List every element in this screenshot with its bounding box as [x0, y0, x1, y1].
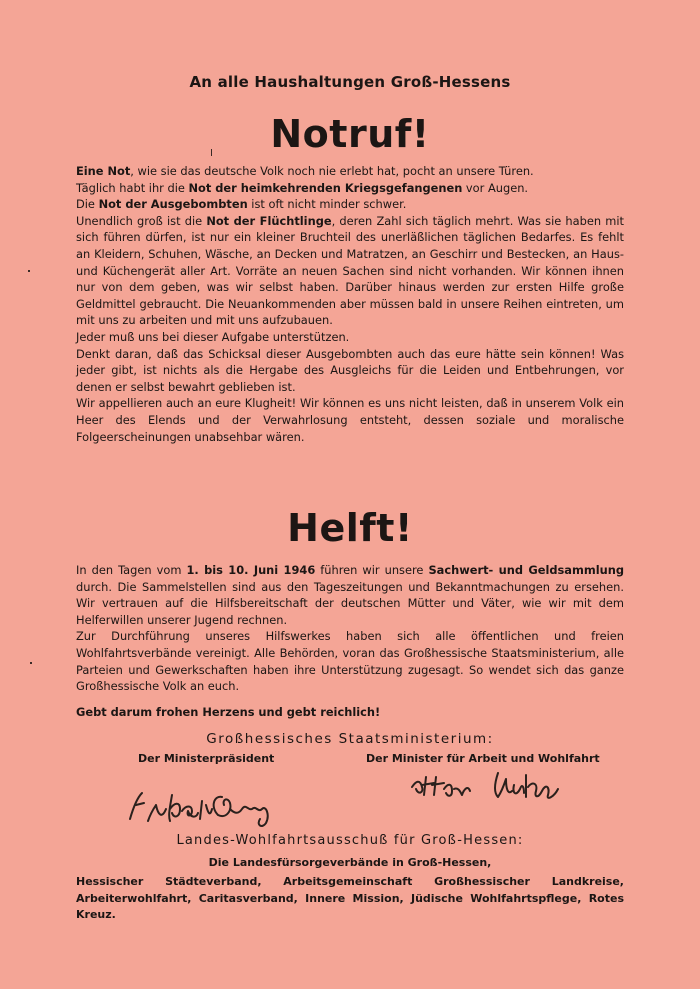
text-bold: Sachwert- und Geldsammlung: [428, 563, 624, 577]
signature-ministerpraesident: [122, 775, 302, 830]
signature-arbeitsminister: [408, 765, 583, 810]
text: , deren Zahl sich täglich mehrt. Was sie haben mit sich führen dürfen, ist nur ein kleiner Bruchteil des unerläßlichen täglichen Bedarfes. Es fehlt an Kleidern, Schuhen, Wäsche, an Decken und Matratzen, an Geschirr und Bestecken, an Haus- und Küchengerät aller Art. Vorräte an neuen Sachen sind nicht vorhanden. Wir können ihnen nur von dem geben, was wir selbst haben. Darüber hinaus werden zur ersten Hilfe große Geldmittel gebraucht. Die Neuankommenden aber müssen bald in unsere Reihen eintreten, um mit uns zu arbeiten und mit uns aufzubauen.: [76, 213, 624, 328]
sentence-not: [76, 163, 624, 180]
text-bold: Not der heimkehrenden Kriegsgefangenen: [188, 180, 463, 195]
title-helft: Helft!: [287, 506, 413, 550]
committee-heading: Landes-Wohlfahrtsausschuß für Groß-Hessen:: [176, 833, 524, 848]
text: vor Augen.: [462, 180, 529, 195]
address-heading: An alle Haushaltungen Groß-Hessens: [189, 73, 511, 91]
title-notruf: Notruf!: [270, 112, 430, 156]
text-bold: Not der Flüchtlinge: [206, 213, 332, 228]
text: Täglich habt ihr die: [76, 180, 189, 195]
print-speck: [28, 270, 30, 272]
collection-text: [76, 562, 624, 695]
ministry-heading: Großhessisches Staatsministerium:: [206, 731, 494, 747]
text: ist oft nicht minder schwer.: [247, 197, 407, 212]
role-ministerpraesident: Der Ministerpräsident: [138, 752, 275, 765]
role-arbeitsminister: Der Minister für Arbeit und Wohlfahrt: [366, 752, 600, 765]
print-speck: [30, 662, 32, 664]
text: In den Tagen vom: [76, 563, 187, 577]
sentence-kriegsgefangene: [76, 180, 624, 197]
sentence-sammlung: [76, 562, 624, 628]
members-line-1: Die Landesfürsorgeverbände in Groß-Hessen,: [208, 856, 492, 869]
text-bold: Eine Not: [76, 164, 131, 178]
appeal-text: [76, 163, 624, 445]
text-bold: Not der Ausgebombten: [98, 197, 248, 212]
sentence-hilfswerk: Zur Durchführung unseres Hilfswerkes haben sich alle öffentlichen und freien Wohlfahrtsverbände vereinigt. Alle Behörden, voran das Großhessische Staatsministerium, alle Parteien und Gewerkschaften haben ihre Unterstützung zugesagt. So wendet sich das ganze Großhessische Volk an euch.: [76, 629, 624, 694]
members-line-2: Hessischer Städteverband, Arbeitsgemeinschaft Großhessischer Landkreise, Arbeiterwohlfahrt, Caritasverband, Innere Mission, Jüdische Wohlfahrtspflege, Rotes Kreuz.: [76, 875, 624, 922]
sentence-unterstuetzen: Jeder muß uns bei dieser Aufgabe unterstützen.: [76, 329, 350, 344]
sentence-ausgebombte: [76, 196, 624, 213]
sentence-klugheit: Wir appellieren auch an eure Klugheit! Wir können es uns nicht leisten, daß in unserem Volk ein Heer des Elends und der Verwahrlosung entsteht, dessen soziale und moralische Folgeerscheinungen unabsehbar wären.: [76, 396, 624, 444]
closing-line: Gebt darum frohen Herzens und gebt reichlich!: [76, 705, 381, 719]
print-speck: [211, 149, 212, 156]
text: Die: [76, 197, 99, 212]
text: durch. Die Sammelstellen sind aus den Tageszeitungen und Bekanntmachungen zu ersehen. Wir vertrauen auf die Hilfsbereitschaft der deutschen Mütter und Väter, wie wir mit dem Helferwillen unserer Jugend rechnen.: [76, 579, 624, 627]
sentence-schicksal: Denkt daran, daß das Schicksal dieser Ausgebombten auch das eure hätte sein können! Was jeder gibt, ist nichts als die Hergabe des Ausgleichs für die Leiden und Entbehrungen, vor denen er selbst bewahrt geblieben ist.: [76, 346, 624, 394]
text: führen wir unsere: [315, 563, 429, 577]
text-bold: 1. bis 10. Juni 1946: [186, 563, 316, 577]
text: Unendlich groß ist die: [76, 213, 207, 228]
sentence-fluechtlinge: [76, 213, 624, 329]
text: , wie sie das deutsche Volk noch nie erlebt hat, pocht an unsere Türen.: [130, 164, 534, 178]
